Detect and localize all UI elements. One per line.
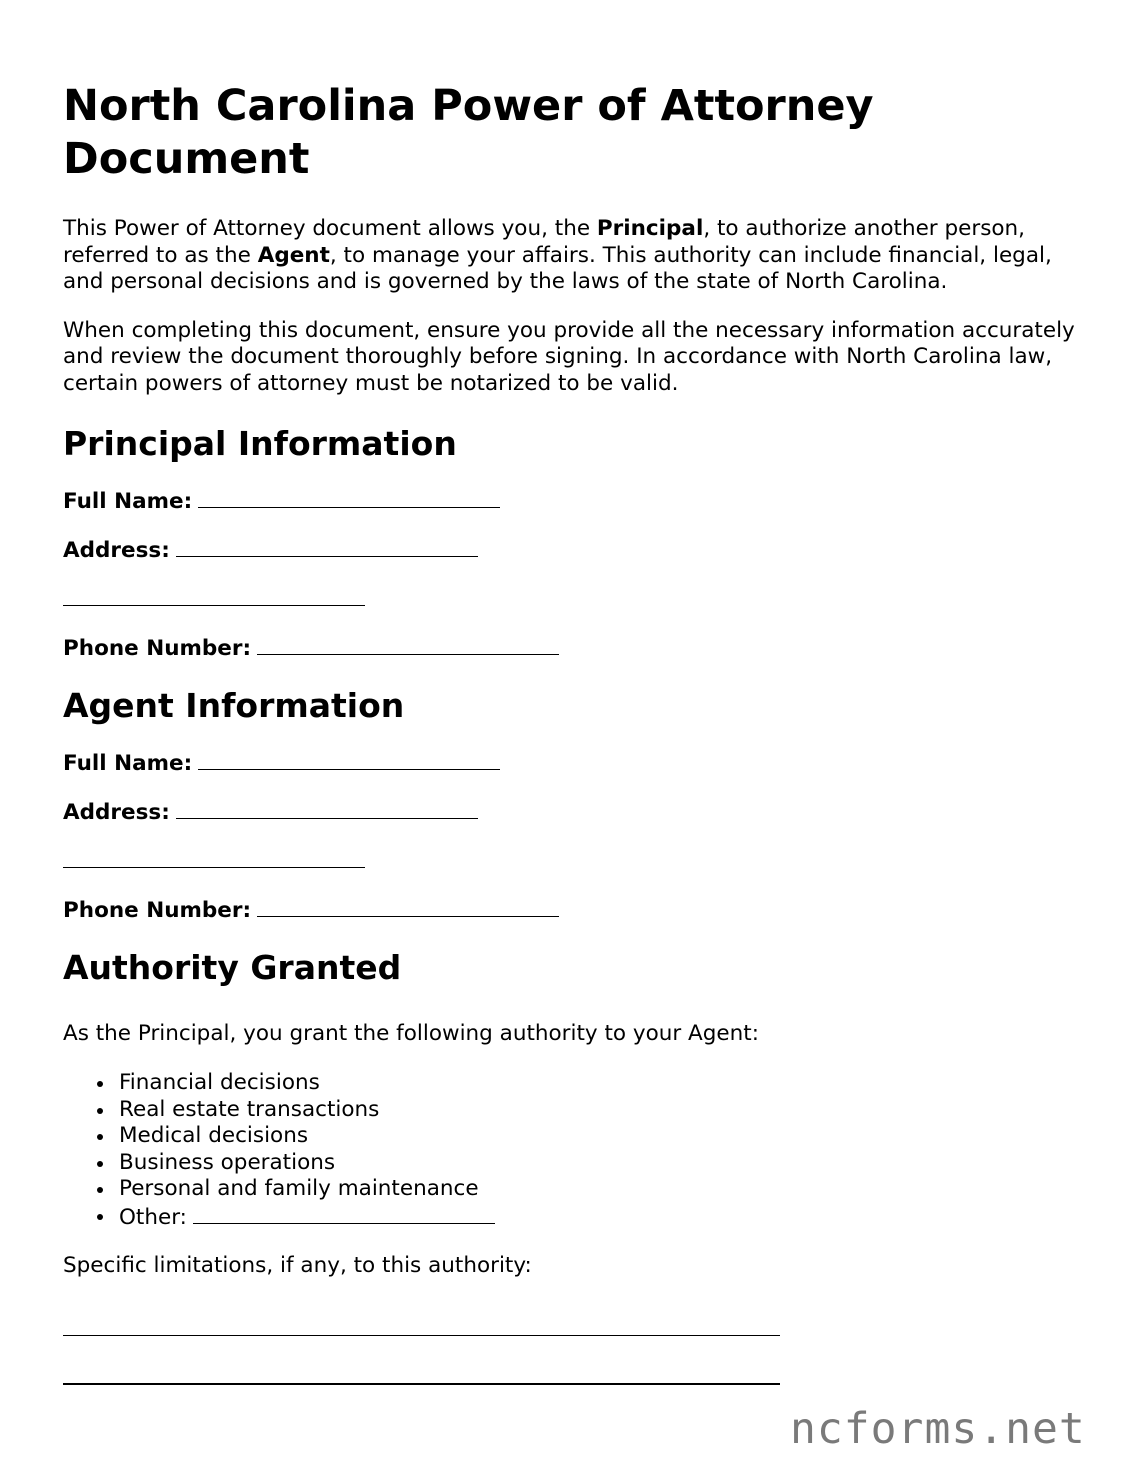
limitations-line-2-input[interactable] bbox=[63, 1383, 780, 1385]
intro-text-c: , to manage your affairs. This authority can include financial, legal, and personal decisions and is governed by the laws of the state of North Carolina. bbox=[63, 242, 1052, 295]
principal-full-name-input[interactable] bbox=[198, 487, 500, 508]
intro-text-a: This Power of Attorney document allows you, the bbox=[63, 216, 597, 241]
limitations-label: Specific limitations, if any, to this authority: bbox=[63, 1253, 532, 1279]
watermark-text: ncforms.net bbox=[790, 1404, 1086, 1454]
principal-address-line-2-field bbox=[63, 585, 1078, 611]
intro-paragraph-1 bbox=[63, 216, 1078, 296]
principal-phone-input[interactable] bbox=[257, 634, 559, 655]
list-item: Financial decisions bbox=[119, 1070, 1078, 1097]
authority-section-heading: Authority Granted bbox=[63, 947, 402, 987]
list-item: Personal and family maintenance bbox=[119, 1176, 1078, 1203]
principal-address-field bbox=[63, 536, 1078, 562]
agent-term: Agent bbox=[257, 242, 330, 268]
list-item: Medical decisions bbox=[119, 1123, 1078, 1150]
agent-address-label: Address: bbox=[63, 799, 170, 825]
list-item-other bbox=[119, 1203, 1078, 1232]
principal-address-label: Address: bbox=[63, 537, 170, 563]
principal-phone-label: Phone Number: bbox=[63, 635, 252, 661]
agent-full-name-label: Full Name: bbox=[63, 750, 193, 776]
agent-address-line-2-field bbox=[63, 847, 1078, 873]
authority-list bbox=[63, 1070, 1078, 1231]
principal-term: Principal bbox=[596, 216, 704, 241]
intro-paragraph-2: When completing this document, ensure you provide all the necessary information accurately and review the document thoroughly before signing. In accordance with North Carolina law, certain powers of attorney must be notarized to be valid. bbox=[63, 317, 1075, 396]
principal-full-name-field bbox=[63, 487, 1078, 513]
other-authority-input[interactable] bbox=[193, 1203, 495, 1224]
principal-section-heading: Principal Information bbox=[63, 423, 457, 463]
authority-intro: As the Principal, you grant the following authority to your Agent: bbox=[63, 1020, 759, 1046]
principal-address-input[interactable] bbox=[176, 536, 478, 557]
agent-phone-field bbox=[63, 896, 1078, 922]
agent-full-name-field bbox=[63, 749, 1078, 775]
document-page bbox=[63, 80, 1078, 1385]
document-title: North Carolina Power of Attorney Document bbox=[63, 81, 874, 184]
agent-address-line-2-input[interactable] bbox=[63, 847, 365, 868]
agent-address-field bbox=[63, 798, 1078, 824]
other-label: Other: bbox=[119, 1204, 187, 1230]
limitations-line-1-input[interactable] bbox=[63, 1335, 780, 1337]
agent-address-input[interactable] bbox=[176, 798, 478, 819]
agent-phone-input[interactable] bbox=[257, 896, 559, 917]
intro-text-b: , to authorize another person, referred to as the bbox=[63, 216, 1026, 268]
principal-address-line-2-input[interactable] bbox=[63, 585, 365, 606]
agent-phone-label: Phone Number: bbox=[63, 897, 252, 923]
list-item: Real estate transactions bbox=[119, 1097, 1078, 1124]
principal-full-name-label: Full Name: bbox=[63, 488, 193, 514]
list-item: Business operations bbox=[119, 1150, 1078, 1177]
agent-full-name-input[interactable] bbox=[198, 749, 500, 770]
principal-phone-field bbox=[63, 634, 1078, 660]
agent-section-heading: Agent Information bbox=[63, 685, 405, 725]
